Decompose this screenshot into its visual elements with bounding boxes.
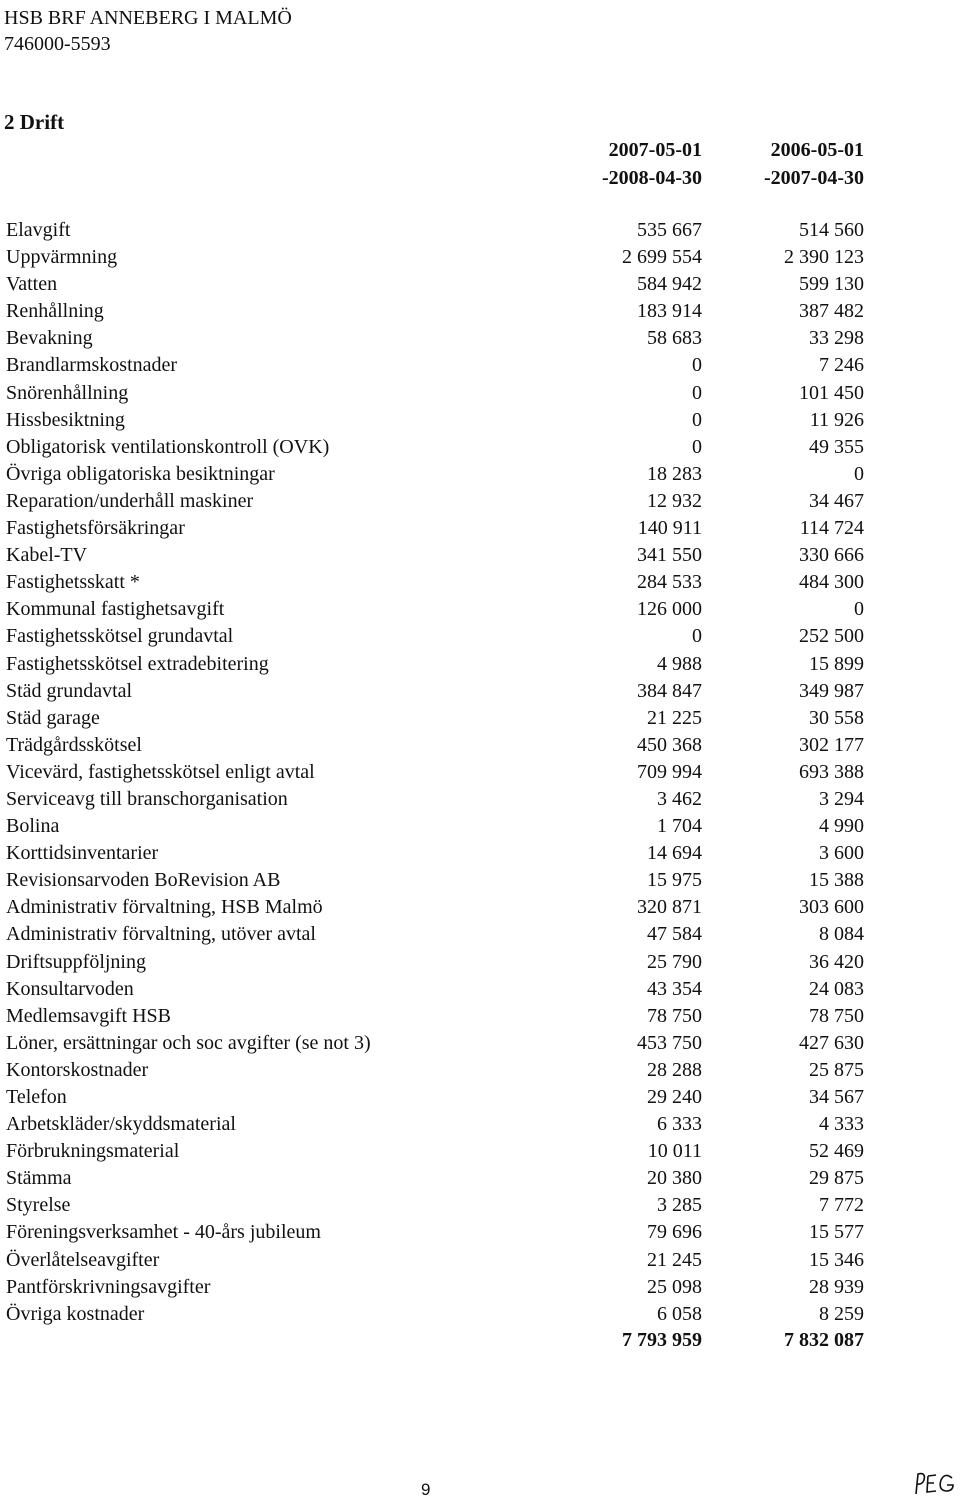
table-row <box>0 1219 960 1246</box>
value-previous-period: 387 482 <box>799 300 864 323</box>
row-label: Pantförskrivningsavgifter <box>6 1275 211 1298</box>
value-previous-period: 24 083 <box>809 977 864 1000</box>
value-current-period: 18 283 <box>647 462 702 485</box>
cost-table <box>0 217 960 1328</box>
value-previous-period: 4 990 <box>819 815 864 838</box>
value-current-period: 25 098 <box>647 1275 702 1298</box>
total-current-period: 7 793 959 <box>622 1329 702 1351</box>
table-row <box>0 271 960 298</box>
value-previous-period: 101 450 <box>799 381 864 404</box>
value-current-period: 28 288 <box>647 1058 702 1081</box>
value-current-period: 183 914 <box>637 300 702 323</box>
totals-row <box>0 1326 960 1354</box>
value-previous-period: 34 567 <box>809 1086 864 1108</box>
value-current-period: 0 <box>692 435 702 458</box>
value-previous-period: 0 <box>854 462 864 485</box>
table-row <box>0 894 960 921</box>
table-row <box>0 1192 960 1219</box>
row-label: Övriga kostnader <box>6 1302 145 1325</box>
value-current-period: 450 368 <box>637 733 702 756</box>
row-label: Vicevärd, fastighetsskötsel enligt avtal <box>6 760 315 783</box>
row-label: Fastighetsskötsel extradebitering <box>6 652 269 675</box>
value-previous-period: 36 420 <box>809 950 864 973</box>
value-current-period: 284 533 <box>637 571 702 594</box>
row-label: Snörenhållning <box>6 381 129 404</box>
value-previous-period: 15 346 <box>809 1248 864 1271</box>
value-current-period: 4 988 <box>657 652 702 675</box>
row-label: Bolina <box>6 815 60 838</box>
value-previous-period: 52 469 <box>809 1140 864 1163</box>
table-row <box>0 244 960 271</box>
value-current-period: 29 240 <box>647 1086 702 1108</box>
value-previous-period: 514 560 <box>799 219 864 241</box>
value-current-period: 3 285 <box>657 1194 702 1217</box>
table-row <box>0 1111 960 1138</box>
row-label: Fastighetsskötsel grundavtal <box>6 625 234 648</box>
value-previous-period: 8 259 <box>819 1302 864 1325</box>
row-label: Renhållning <box>6 300 104 323</box>
row-label: Löner, ersättningar och soc avgifter (se not 3) <box>6 1031 371 1054</box>
value-previous-period: 78 750 <box>809 1004 864 1027</box>
row-label: Arbetskläder/skyddsmaterial <box>6 1113 236 1136</box>
column-header-current-period <box>602 136 702 192</box>
value-previous-period: 427 630 <box>799 1031 864 1054</box>
table-row <box>0 976 960 1003</box>
row-label: Trädgårdsskötsel <box>6 733 142 756</box>
table-row <box>0 1138 960 1165</box>
row-label: Städ grundavtal <box>6 679 133 702</box>
table-row <box>0 867 960 894</box>
value-current-period: 20 380 <box>647 1167 702 1190</box>
table-row <box>0 325 960 352</box>
table-row <box>0 1084 960 1111</box>
value-current-period: 0 <box>692 381 702 404</box>
column-header-line2: -2008-04-30 <box>602 167 702 189</box>
table-row <box>0 921 960 948</box>
value-previous-period: 25 875 <box>809 1058 864 1081</box>
row-label: Övriga obligatoriska besiktningar <box>6 462 275 485</box>
value-previous-period: 7 246 <box>819 354 864 377</box>
row-label: Medlemsavgift HSB <box>6 1004 171 1027</box>
value-previous-period: 49 355 <box>809 435 864 458</box>
value-previous-period: 484 300 <box>799 571 864 594</box>
row-label: Telefon <box>6 1086 67 1108</box>
value-previous-period: 15 899 <box>809 652 864 675</box>
row-label: Överlåtelseavgifter <box>6 1248 160 1271</box>
row-label: Konsultarvoden <box>6 977 134 1000</box>
value-previous-period: 114 724 <box>799 517 864 540</box>
table-row <box>0 1301 960 1328</box>
column-header-line2: -2007-04-30 <box>764 167 864 189</box>
row-label: Föreningsverksamhet - 40-års jubileum <box>6 1221 321 1244</box>
row-label: Fastighetsförsäkringar <box>6 517 185 540</box>
value-previous-period: 2 390 123 <box>784 246 864 269</box>
row-label: Elavgift <box>6 219 71 241</box>
column-header-previous-period <box>764 136 864 192</box>
table-row <box>0 949 960 976</box>
value-previous-period: 15 577 <box>809 1221 864 1244</box>
value-previous-period: 15 388 <box>809 869 864 892</box>
value-current-period: 1 704 <box>657 815 702 838</box>
value-current-period: 47 584 <box>647 923 702 946</box>
row-label: Kontorskostnader <box>6 1058 149 1081</box>
table-row <box>0 488 960 515</box>
table-row <box>0 1274 960 1301</box>
table-row <box>0 434 960 461</box>
value-previous-period: 693 388 <box>799 760 864 783</box>
value-current-period: 0 <box>692 625 702 648</box>
value-previous-period: 303 600 <box>799 896 864 919</box>
value-current-period: 10 011 <box>647 1140 702 1163</box>
table-row <box>0 352 960 379</box>
value-current-period: 535 667 <box>637 219 702 241</box>
value-previous-period: 599 130 <box>799 273 864 296</box>
table-row <box>0 651 960 678</box>
row-label: Obligatorisk ventilationskontroll (OVK) <box>6 435 330 458</box>
row-label: Hissbesiktning <box>6 408 125 431</box>
value-current-period: 12 932 <box>647 489 702 512</box>
value-previous-period: 34 467 <box>809 489 864 512</box>
signature-initials <box>912 1470 958 1496</box>
value-current-period: 14 694 <box>647 842 702 865</box>
table-row <box>0 678 960 705</box>
value-previous-period: 28 939 <box>809 1275 864 1298</box>
value-previous-period: 302 177 <box>799 733 864 756</box>
value-current-period: 584 942 <box>637 273 702 296</box>
table-row <box>0 813 960 840</box>
value-current-period: 126 000 <box>637 598 702 621</box>
table-row <box>0 515 960 542</box>
row-label: Fastighetsskatt * <box>6 571 140 594</box>
value-previous-period: 8 084 <box>819 923 864 946</box>
value-current-period: 453 750 <box>637 1031 702 1054</box>
value-current-period: 21 225 <box>647 706 702 729</box>
page-number: 9 <box>421 1480 431 1499</box>
row-label: Revisionsarvoden BoRevision AB <box>6 869 281 892</box>
value-previous-period: 7 772 <box>819 1194 864 1217</box>
value-previous-period: 252 500 <box>799 625 864 648</box>
row-label: Brandlarmskostnader <box>6 354 178 377</box>
table-row <box>0 732 960 759</box>
value-current-period: 0 <box>692 354 702 377</box>
table-row <box>0 596 960 623</box>
value-current-period: 58 683 <box>647 327 702 350</box>
value-current-period: 0 <box>692 408 702 431</box>
total-previous-period: 7 832 087 <box>784 1329 864 1351</box>
value-previous-period: 4 333 <box>819 1113 864 1136</box>
column-header-line1: 2006-05-01 <box>770 139 864 161</box>
row-label: Administrativ förvaltning, HSB Malmö <box>6 896 323 919</box>
table-row <box>0 298 960 325</box>
row-label: Kabel-TV <box>6 544 88 567</box>
section-title: 2 Drift <box>4 110 65 134</box>
row-label: Kommunal fastighetsavgift <box>6 598 225 621</box>
table-row <box>0 542 960 569</box>
row-label: Driftsuppföljning <box>6 950 146 973</box>
table-row <box>0 786 960 813</box>
row-label: Serviceavg till branschorganisation <box>6 787 288 810</box>
row-label: Korttidsinventarier <box>6 842 159 865</box>
table-row <box>0 407 960 434</box>
table-row <box>0 380 960 407</box>
column-header-line1: 2007-05-01 <box>608 139 702 161</box>
table-row <box>0 217 960 244</box>
row-label: Städ garage <box>6 706 100 729</box>
value-current-period: 25 790 <box>647 950 702 973</box>
value-current-period: 6 058 <box>657 1302 702 1325</box>
organization-number: 746000-5593 <box>4 33 111 55</box>
table-row <box>0 1030 960 1057</box>
row-label: Uppvärmning <box>6 246 118 269</box>
value-previous-period: 349 987 <box>799 679 864 702</box>
table-row <box>0 1247 960 1274</box>
value-previous-period: 33 298 <box>809 327 864 350</box>
table-row <box>0 623 960 650</box>
table-row <box>0 1165 960 1192</box>
row-label: Styrelse <box>6 1194 71 1217</box>
value-previous-period: 11 926 <box>809 408 864 431</box>
value-previous-period: 30 558 <box>809 706 864 729</box>
value-current-period: 709 994 <box>637 760 702 783</box>
organization-name: HSB BRF ANNEBERG I MALMÖ <box>4 7 292 29</box>
table-row <box>0 1003 960 1030</box>
row-label: Bevakning <box>6 327 93 350</box>
value-current-period: 384 847 <box>637 679 702 702</box>
row-label: Stämma <box>6 1167 72 1190</box>
value-previous-period: 29 875 <box>809 1167 864 1190</box>
table-row <box>0 705 960 732</box>
value-current-period: 320 871 <box>637 896 702 919</box>
value-current-period: 140 911 <box>637 517 702 540</box>
value-current-period: 6 333 <box>657 1113 702 1136</box>
value-current-period: 2 699 554 <box>622 246 702 269</box>
value-previous-period: 3 294 <box>819 787 864 810</box>
value-current-period: 79 696 <box>647 1221 702 1244</box>
value-current-period: 78 750 <box>647 1004 702 1027</box>
row-label: Förbrukningsmaterial <box>6 1140 180 1163</box>
table-row <box>0 1057 960 1084</box>
table-row <box>0 759 960 786</box>
table-row <box>0 461 960 488</box>
row-label: Vatten <box>6 273 58 296</box>
value-previous-period: 0 <box>854 598 864 621</box>
value-current-period: 15 975 <box>647 869 702 892</box>
value-current-period: 3 462 <box>657 787 702 810</box>
value-current-period: 341 550 <box>637 544 702 567</box>
value-current-period: 21 245 <box>647 1248 702 1271</box>
value-previous-period: 330 666 <box>799 544 864 567</box>
value-current-period: 43 354 <box>647 977 702 1000</box>
table-row <box>0 840 960 867</box>
table-row <box>0 569 960 596</box>
row-label: Administrativ förvaltning, utöver avtal <box>6 923 316 946</box>
row-label: Reparation/underhåll maskiner <box>6 489 254 512</box>
value-previous-period: 3 600 <box>819 842 864 865</box>
